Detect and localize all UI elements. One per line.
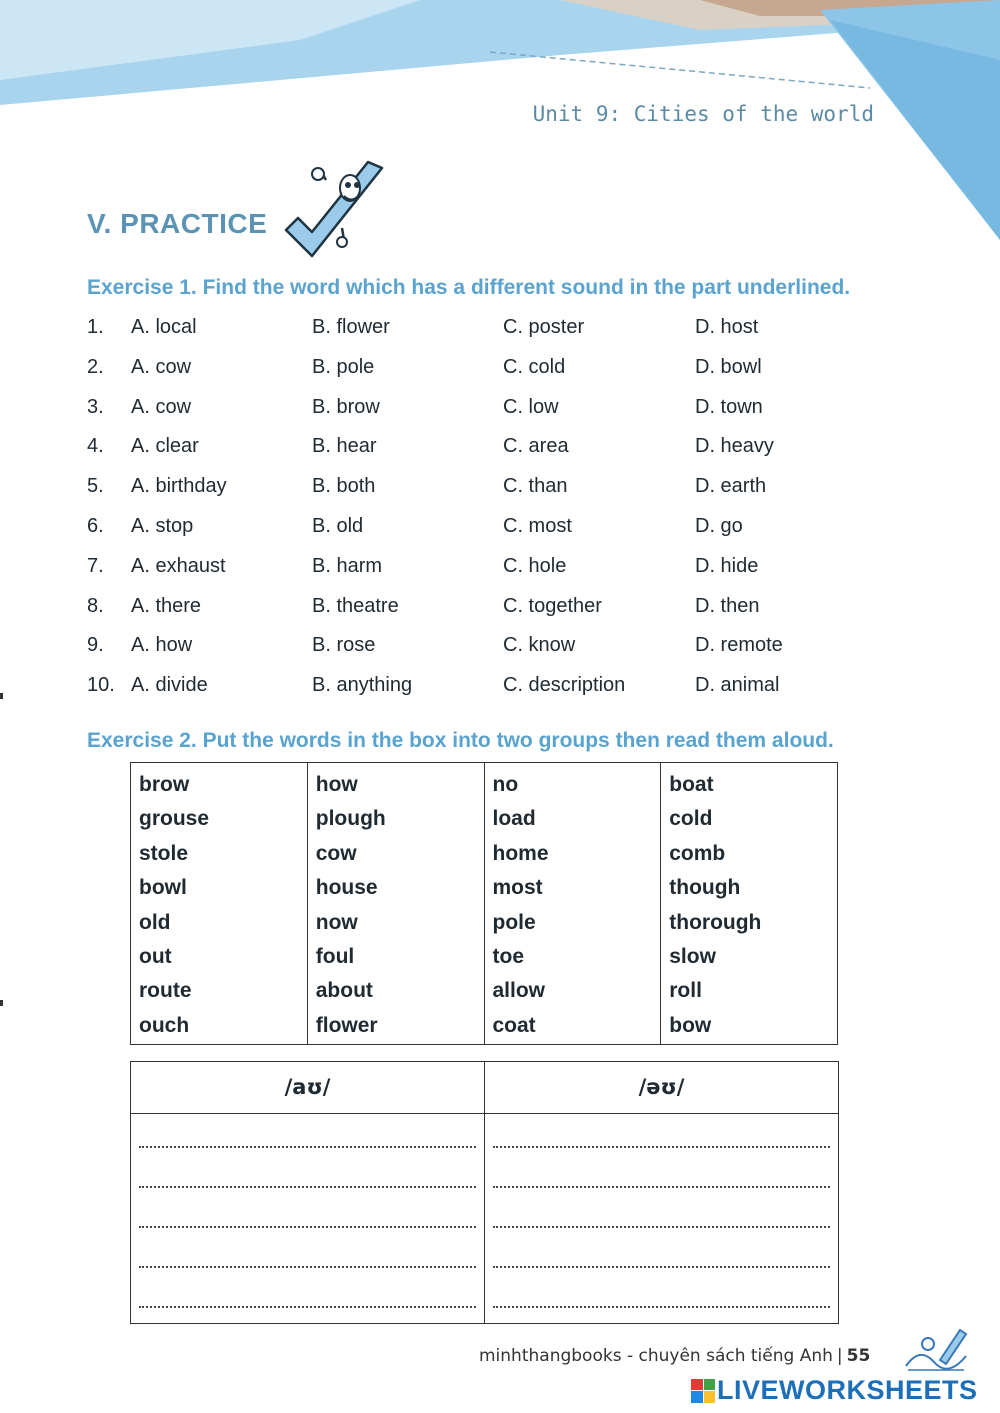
word-item[interactable]: ouch xyxy=(139,1013,190,1037)
word-item[interactable]: allow xyxy=(492,979,546,1003)
question-row xyxy=(87,587,887,627)
question-number: 7. xyxy=(87,554,104,577)
liveworksheets-logo xyxy=(691,1375,978,1406)
word-item[interactable]: how xyxy=(315,773,358,796)
option-c[interactable]: C. cold xyxy=(503,355,566,378)
option-d[interactable]: D. host xyxy=(695,316,759,338)
margin-mark xyxy=(0,693,3,699)
question-number: 5. xyxy=(87,475,104,498)
word-item[interactable]: plough xyxy=(315,807,386,831)
option-a[interactable]: A. local xyxy=(131,316,197,338)
answer-column-au[interactable] xyxy=(131,1114,485,1323)
exercise1-question-list xyxy=(87,308,887,706)
option-b[interactable]: B. hear xyxy=(312,435,377,458)
exercise1-title: Exercise 1. Find the word which has a different sound in the part underlined. xyxy=(87,276,851,299)
publisher-text: minhthangbooks - chuyên sách tiếng Anh xyxy=(479,1346,833,1366)
pen-writing-icon xyxy=(900,1326,972,1376)
liveworksheets-badge-icon xyxy=(691,1379,715,1403)
option-b[interactable]: B. brow xyxy=(312,395,380,418)
option-b[interactable]: B. both xyxy=(312,475,376,498)
unit-title: Unit 9: Cities of the world xyxy=(532,102,874,126)
word-column xyxy=(661,763,837,1044)
option-b[interactable]: B. flower xyxy=(312,316,390,338)
question-row xyxy=(87,348,887,388)
option-a[interactable]: A. cow xyxy=(131,395,192,418)
answer-line[interactable] xyxy=(139,1228,476,1268)
option-c[interactable]: C. hole xyxy=(503,554,567,577)
option-c[interactable]: C. poster xyxy=(503,316,585,338)
option-d[interactable]: D. go xyxy=(695,514,743,537)
option-a[interactable]: A. divide xyxy=(131,674,208,697)
option-a[interactable]: A. birthday xyxy=(131,475,227,498)
word-item[interactable]: bowl xyxy=(139,876,187,900)
question-row xyxy=(87,308,887,348)
option-c[interactable]: C. description xyxy=(503,674,626,697)
option-d[interactable]: D. then xyxy=(695,594,760,617)
word-item[interactable]: out xyxy=(139,944,172,968)
word-item[interactable]: toe xyxy=(492,944,524,968)
option-d[interactable]: D. hide xyxy=(695,554,759,577)
question-row xyxy=(87,467,887,507)
question-number: 8. xyxy=(87,594,104,617)
option-d[interactable]: D. bowl xyxy=(695,355,762,378)
option-d[interactable]: D. animal xyxy=(695,674,780,697)
answer-line[interactable] xyxy=(493,1148,830,1188)
answer-line[interactable] xyxy=(139,1268,476,1308)
word-item[interactable]: slow xyxy=(669,944,716,968)
answer-line[interactable] xyxy=(139,1128,476,1148)
word-box xyxy=(130,762,838,1045)
word-item[interactable]: home xyxy=(492,841,549,865)
question-number: 1. xyxy=(87,316,104,338)
question-row xyxy=(87,427,887,467)
option-a[interactable]: A. exhaust xyxy=(131,554,226,577)
answer-table-body xyxy=(131,1114,838,1323)
option-c[interactable]: C. together xyxy=(503,594,602,617)
option-c[interactable]: C. low xyxy=(503,395,559,418)
answer-line[interactable] xyxy=(493,1128,830,1148)
word-item[interactable]: roll xyxy=(669,979,702,1003)
question-row xyxy=(87,547,887,587)
question-number: 9. xyxy=(87,634,104,657)
option-a[interactable]: A. there xyxy=(131,594,202,617)
option-b[interactable]: B. harm xyxy=(312,554,383,577)
header-au: /aʊ/ xyxy=(131,1062,485,1113)
option-b[interactable]: B. pole xyxy=(312,355,375,378)
word-item[interactable]: though xyxy=(669,876,741,900)
question-number: 2. xyxy=(87,355,104,378)
word-item[interactable]: pole xyxy=(492,910,536,934)
answer-line[interactable] xyxy=(493,1188,830,1228)
answer-line[interactable] xyxy=(139,1148,476,1188)
option-d[interactable]: D. heavy xyxy=(695,435,774,458)
word-column xyxy=(485,763,662,1044)
word-column xyxy=(131,763,308,1044)
word-item[interactable]: no xyxy=(492,773,519,796)
word-item[interactable]: load xyxy=(492,807,536,831)
word-item[interactable]: bow xyxy=(669,1013,712,1037)
practice-title: V. PRACTICE xyxy=(87,208,268,239)
option-c[interactable]: C. know xyxy=(503,634,576,657)
option-a[interactable]: A. stop xyxy=(131,514,194,537)
word-item[interactable]: stole xyxy=(139,841,189,865)
question-row xyxy=(87,626,887,666)
answer-table-header xyxy=(131,1062,838,1114)
word-item[interactable]: grouse xyxy=(139,807,210,831)
exercise2-title: Exercise 2. Put the words in the box into two groups then read them aloud. xyxy=(87,729,834,752)
question-number: 4. xyxy=(87,435,104,458)
word-item[interactable]: house xyxy=(315,876,378,900)
footer-separator: | xyxy=(836,1346,843,1366)
checkmark-mascot-icon xyxy=(282,160,387,262)
option-a[interactable]: A. how xyxy=(131,634,193,657)
word-column xyxy=(308,763,485,1044)
option-b[interactable]: B. rose xyxy=(312,634,376,657)
word-item[interactable]: comb xyxy=(669,841,726,865)
word-item[interactable]: coat xyxy=(492,1013,536,1037)
answer-line[interactable] xyxy=(493,1268,830,1308)
word-item[interactable]: route xyxy=(139,979,192,1003)
word-item[interactable]: old xyxy=(139,910,171,934)
word-item[interactable]: cow xyxy=(315,841,357,865)
option-b[interactable]: B. anything xyxy=(312,674,413,697)
word-item[interactable]: now xyxy=(315,910,358,934)
option-c[interactable]: C. most xyxy=(503,514,572,537)
word-item[interactable]: most xyxy=(492,876,543,900)
word-item[interactable]: brow xyxy=(139,773,190,796)
option-c[interactable]: C. than xyxy=(503,475,568,498)
option-c[interactable]: C. area xyxy=(503,435,569,458)
liveworksheets-text: LIVEWORKSHEETS xyxy=(717,1375,978,1405)
page-footer xyxy=(479,1346,870,1366)
option-b[interactable]: B. theatre xyxy=(312,594,399,617)
header-ou: /əʊ/ xyxy=(638,1075,685,1099)
word-item[interactable]: thorough xyxy=(669,910,762,934)
word-item[interactable]: flower xyxy=(315,1013,378,1037)
word-item[interactable]: cold xyxy=(669,807,713,831)
answer-table xyxy=(130,1061,839,1324)
option-d[interactable]: D. town xyxy=(695,395,763,418)
option-b[interactable]: B. old xyxy=(312,514,364,537)
margin-mark xyxy=(0,1000,3,1006)
question-number: 10. xyxy=(87,674,115,697)
word-item[interactable]: foul xyxy=(315,944,355,968)
option-d[interactable]: D. earth xyxy=(695,475,767,498)
option-a[interactable]: A. cow xyxy=(131,355,192,378)
question-number: 6. xyxy=(87,514,104,537)
question-row xyxy=(87,388,887,428)
question-number: 3. xyxy=(87,395,104,418)
answer-line[interactable] xyxy=(493,1228,830,1268)
word-item[interactable]: boat xyxy=(669,773,714,796)
answer-column-ou[interactable] xyxy=(485,1114,838,1323)
page-number: 55 xyxy=(846,1346,871,1366)
option-a[interactable]: A. clear xyxy=(131,435,199,458)
option-d[interactable]: D. remote xyxy=(695,634,783,657)
question-row xyxy=(87,666,887,706)
answer-line[interactable] xyxy=(139,1188,476,1228)
word-item[interactable]: about xyxy=(315,979,373,1003)
question-row xyxy=(87,507,887,547)
